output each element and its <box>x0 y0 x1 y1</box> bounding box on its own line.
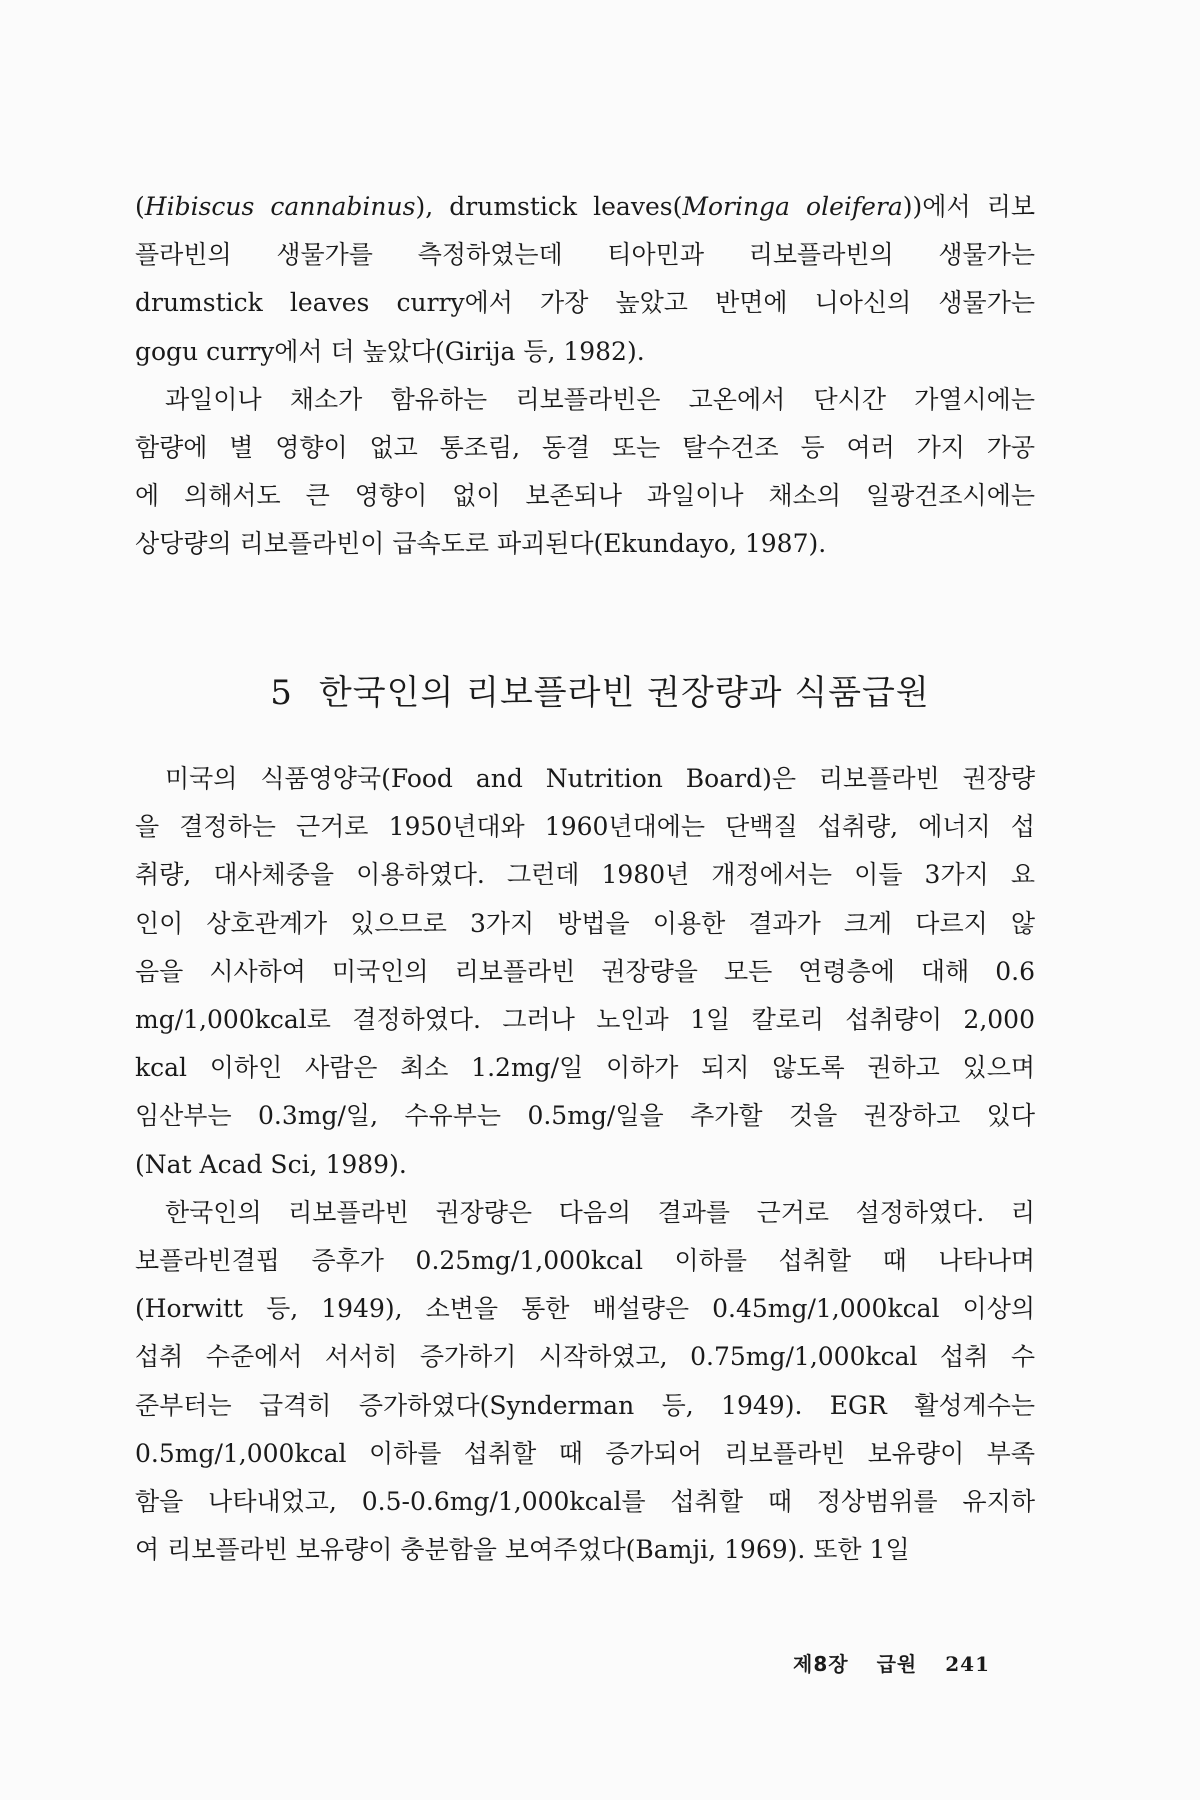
chapter-label: 제8장 <box>793 1652 849 1676</box>
paragraph-line: 플라빈의 생물가를 측정하였는데 티아민과 리보플라빈의 생물가는 <box>135 240 1035 270</box>
paragraph-line: 미국의 식품영양국(Food and Nutrition Board)은 리보플라빈 권장량 <box>165 764 1035 793</box>
paragraph-line: 여 리보플라빈 보유량이 충분함을 보여주었다(Bamji, 1969). 또한 1일 <box>135 1535 910 1565</box>
paragraph-line: kcal 이하인 사람은 최소 1.2mg/일 이하가 되지 않도록 권하고 있으며 <box>135 1053 1035 1083</box>
page-number: 241 <box>945 1652 990 1676</box>
page-footer <box>793 1648 990 1677</box>
paragraph-line: 한국인의 리보플라빈 권장량은 다음의 결과를 근거로 설정하였다. 리 <box>165 1197 1035 1227</box>
paragraph-line: 상당량의 리보플라빈이 급속도로 파괴된다(Ekundayo, 1987). <box>135 529 827 559</box>
paragraph-line: 음을 시사하여 미국인의 리보플라빈 권장량을 모든 연령층에 대해 0.6 <box>135 956 1035 986</box>
section-number: 5 <box>270 673 293 713</box>
paragraph-line: 인이 상호관계가 있으므로 3가지 방법을 이용한 결과가 크게 다르지 않 <box>135 908 1035 938</box>
paragraph-line: 섭취 수준에서 서서히 증가하기 시작하였고, 0.75mg/1,000kcal 섭취 수 <box>135 1342 1035 1372</box>
paragraph-line: (Hibiscus cannabinus), drumstick leaves(Moringa oleifera))에서 리보 <box>135 192 1035 221</box>
section-heading <box>0 665 1200 714</box>
paragraph-line: 에 의해서도 큰 영향이 없이 보존되나 과일이나 채소의 일광건조시에는 <box>135 481 1035 511</box>
paragraph-line: 과일이나 채소가 함유하는 리보플라빈은 고온에서 단시간 가열시에는 <box>165 384 1035 414</box>
paragraph-line: drumstick leaves curry에서 가장 높았고 반면에 니아신의 생물가는 <box>135 288 1035 318</box>
paragraph-line: 준부터는 급격히 증가하였다(Synderman 등, 1949). EGR 활성계수는 <box>135 1390 1035 1420</box>
paragraph-line: gogu curry에서 더 높았다(Girija 등, 1982). <box>135 336 645 366</box>
paragraph-line: 을 결정하는 근거로 1950년대와 1960년대에는 단백질 섭취량, 에너지 섭 <box>135 812 1035 842</box>
section-title: 한국인의 리보플라빈 권장량과 식품급원 <box>318 673 930 713</box>
text-block-top <box>135 183 1035 569</box>
paragraph-line: 0.5mg/1,000kcal 이하를 섭취할 때 증가되어 리보플라빈 보유량이 부족 <box>135 1438 1035 1468</box>
paragraph-line: 함을 나타내었고, 0.5-0.6mg/1,000kcal를 섭취할 때 정상범위를 유지하 <box>135 1487 1035 1517</box>
paragraph-line: mg/1,000kcal로 결정하였다. 그러나 노인과 1일 칼로리 섭취량이 2,000 <box>135 1005 1035 1035</box>
paragraph-line: (Horwitt 등, 1949), 소변을 통한 배설량은 0.45mg/1,000kcal 이상의 <box>135 1294 1035 1324</box>
paragraph-line: 보플라빈결핍 증후가 0.25mg/1,000kcal 이하를 섭취할 때 나타나며 <box>135 1246 1035 1276</box>
paragraph-line: 임산부는 0.3mg/일, 수유부는 0.5mg/일을 추가할 것을 권장하고 있다 <box>135 1101 1035 1131</box>
text-block-bottom <box>135 755 1035 1574</box>
paragraph-line: 함량에 별 영향이 없고 통조림, 동결 또는 탈수건조 등 여러 가지 가공 <box>135 433 1035 463</box>
paragraph-line: (Nat Acad Sci, 1989). <box>135 1149 407 1179</box>
chapter-title: 급원 <box>876 1652 918 1676</box>
paragraph-line: 취량, 대사체중을 이용하였다. 그런데 1980년 개정에서는 이들 3가지 요 <box>135 860 1035 890</box>
